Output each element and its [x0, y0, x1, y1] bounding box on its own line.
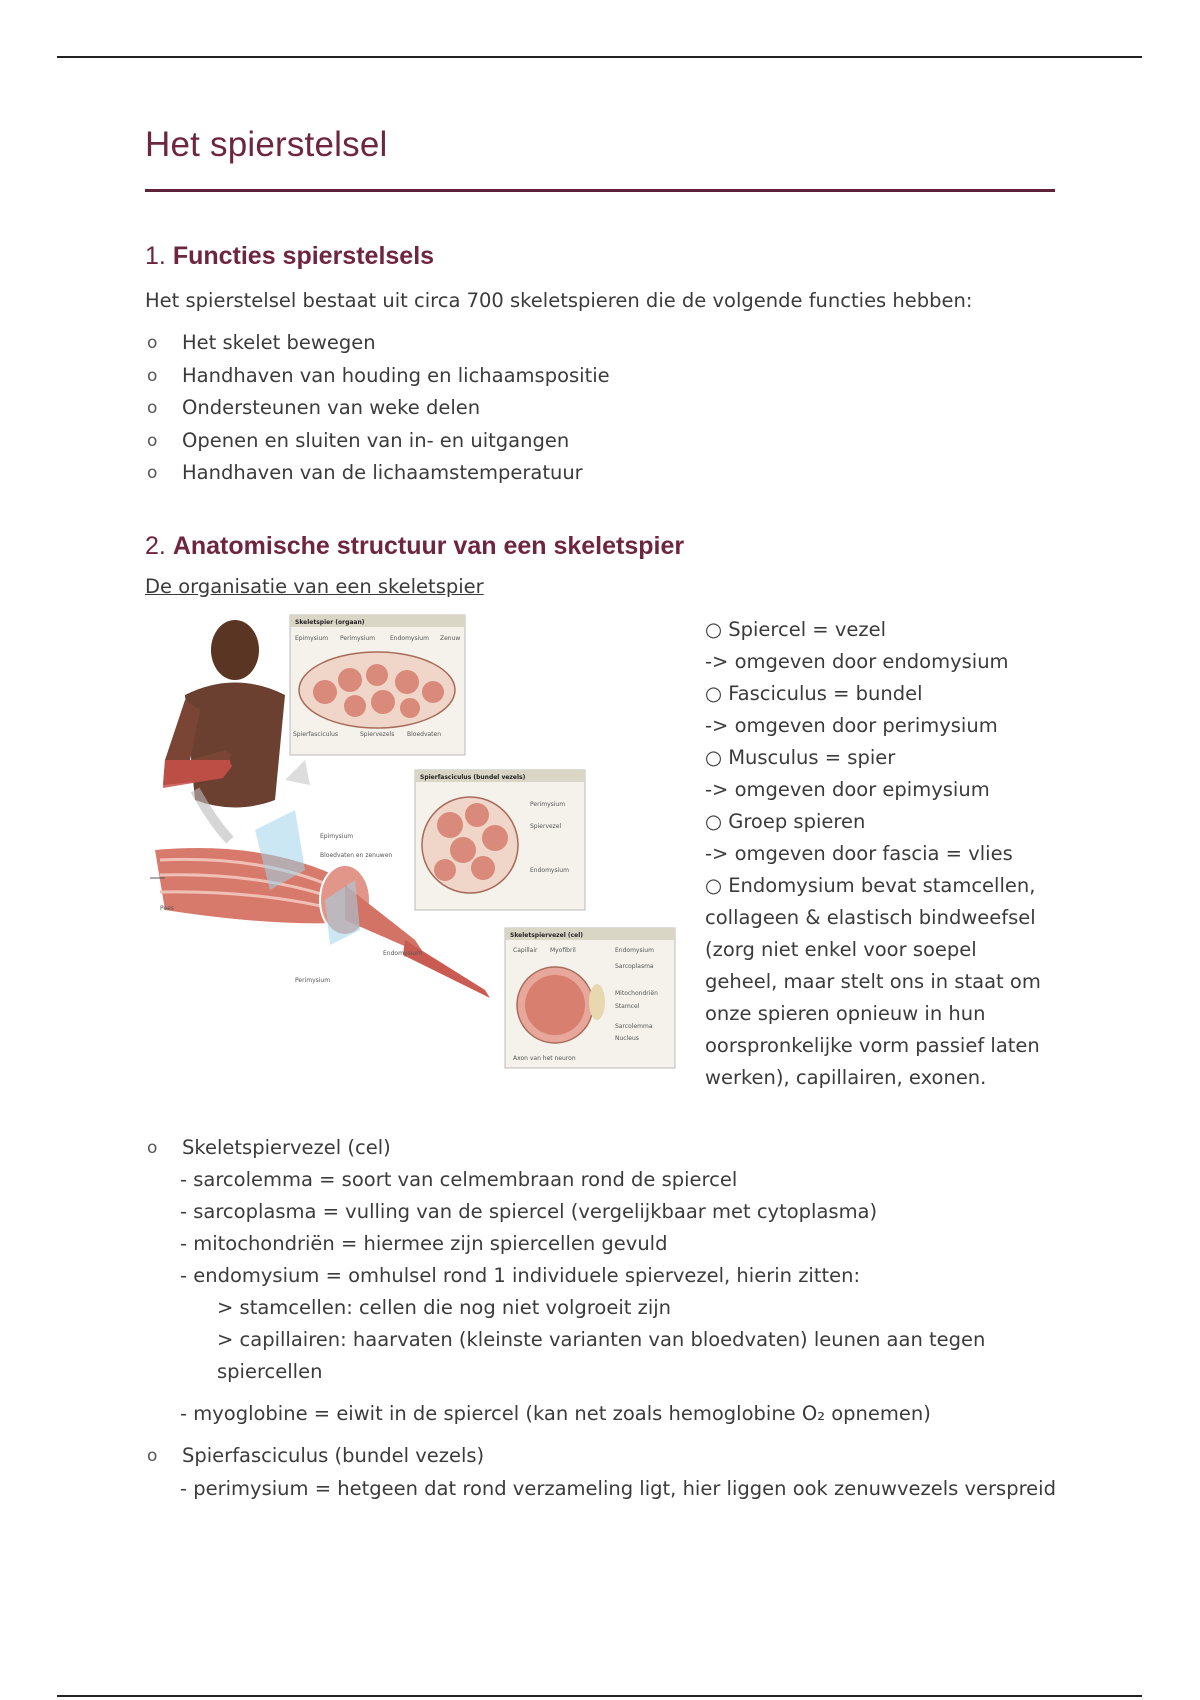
fiber-line: - sarcoplasma = vulling van de spiercel (vergelijkbaar met cytoplasma) [180, 1200, 878, 1223]
list-item-text: Spierfasciculus (bundel vezels) [182, 1444, 485, 1467]
bullet-icon: o [147, 1446, 158, 1466]
fiber-box [505, 928, 675, 1068]
section-1-heading [145, 242, 1055, 271]
section-1-title: Functies spierstelsels [172, 242, 435, 270]
fiber-subline: > capillairen: haarvaten (kleinste varianten van bloedvaten) leunen aan tegen [217, 1328, 986, 1351]
section-1 [145, 242, 1055, 490]
note-line: -> omgeven door endomysium [705, 649, 1009, 673]
figure-label: Mitochondriën [615, 989, 658, 997]
note-line: collageen & elastisch bindweefsel [705, 905, 1036, 929]
figure-label: Perimysium [530, 800, 566, 808]
figure-label: Epimysium [295, 634, 329, 642]
note-line: (zorg niet enkel voor soepel [705, 937, 977, 961]
title-underline [145, 189, 1055, 192]
bullet-icon: o [147, 430, 158, 451]
figure-label: Stamcel [615, 1002, 640, 1010]
list-item [145, 457, 1055, 490]
page-content [145, 110, 1055, 1532]
bullet-icon: o [147, 333, 158, 353]
figure-label: Capillair [513, 946, 538, 954]
figure-label: Perimysium [295, 976, 331, 984]
note-line: ○ Endomysium bevat stamcellen, [705, 873, 1036, 897]
fiber-subline: > stamcellen: cellen die nog niet volgroeit zijn [217, 1296, 672, 1319]
organ-box [290, 615, 465, 755]
box-2-title: Spierfasciculus (bundel vezels) [420, 773, 526, 781]
figure-label: Zenuw [440, 634, 461, 642]
list-item [145, 1440, 1065, 1473]
section-2-number: 2. [145, 531, 166, 560]
fiber-list [145, 1132, 1065, 1165]
list-item-text: Ondersteunen van weke delen [182, 396, 481, 419]
figure-label: Endomysium [530, 866, 569, 874]
figure-label: Nucleus [615, 1034, 639, 1042]
header-rule [57, 56, 1142, 58]
footer-rule [57, 1695, 1142, 1697]
section-2-subheading: De organisatie van een skeletspier [145, 574, 484, 598]
fasciculus-line: - perimysium = hetgeen dat rond verzameling ligt, hier liggen ook zenuwvezels verspreid [180, 1476, 1056, 1500]
list-item-text: Het skelet bewegen [182, 331, 376, 354]
figure-label: Sarcoplasma [615, 962, 654, 970]
list-item-text: Skeletspiervezel (cel) [182, 1135, 391, 1159]
section-2-heading [145, 532, 1055, 561]
note-line: -> omgeven door fascia = vlies [705, 841, 1013, 865]
note-line: ○ Fasciculus = bundel [705, 681, 923, 705]
figure-label: Spiervezels [360, 730, 395, 738]
section-1-intro: Het spierstelsel bestaat uit circa 700 skeletspieren die de volgende functies hebben: [145, 289, 973, 312]
muscle-organization-illustration [145, 610, 695, 1080]
list-item [145, 360, 1055, 393]
page-title: Het spierstelsel [145, 125, 388, 164]
fiber-subline: spiercellen [217, 1360, 323, 1383]
figure-label: Myofibril [550, 946, 576, 954]
list-item [145, 327, 1055, 360]
note-line: geheel, maar stelt ons in staat om [705, 969, 1041, 993]
figure-label: Endomysium [383, 949, 422, 957]
fiber-line: - sarcolemma = soort van celmembraan rond de spiercel [180, 1168, 738, 1191]
figure-label: Axon van het neuron [513, 1054, 576, 1062]
figure-label: Bloedvaten [407, 730, 442, 738]
section-2 [145, 532, 1055, 1532]
fiber-line: - mitochondriën = hiermee zijn spiercellen gevuld [180, 1232, 668, 1255]
fasciculus-box [415, 770, 585, 910]
fiber-details [145, 1132, 1065, 1505]
list-item [145, 392, 1055, 425]
note-line: -> omgeven door epimysium [705, 777, 990, 801]
note-line: -> omgeven door perimysium [705, 713, 998, 737]
note-line: ○ Spiercel = vezel [705, 617, 887, 641]
note-line: ○ Groep spieren [705, 809, 866, 833]
bullet-icon: o [147, 398, 158, 418]
note-line: ○ Musculus = spier [705, 745, 896, 769]
function-list [145, 327, 1055, 490]
figure-label: Sarcolemma [615, 1022, 653, 1030]
figure-label: Bloedvaten en zenuwen [320, 851, 393, 859]
structure-notes [705, 614, 1065, 1094]
fiber-line: - myoglobine = eiwit in de spiercel (kan net zoals hemoglobine O₂ opnemen) [180, 1402, 931, 1425]
fasciculus-list [145, 1440, 1065, 1473]
figure-label: Endomysium [615, 946, 654, 954]
figure-label: Epimysium [320, 832, 354, 840]
section-1-number: 1. [145, 242, 166, 270]
list-item-text: Openen en sluiten van in- en uitgangen [182, 428, 570, 452]
box-1-title: Skeletspier (orgaan) [295, 618, 365, 626]
figure-label: Spiervezel [530, 822, 562, 830]
figure-label: Endomysium [390, 634, 429, 642]
section-2-title: Anatomische structuur van een skeletspier [172, 531, 685, 560]
skeletal-muscle-figure [145, 610, 695, 1080]
bullet-icon: o [147, 463, 158, 483]
bullet-icon: o [147, 365, 158, 386]
man-figure [163, 620, 285, 808]
list-item [145, 425, 1055, 458]
figure-label: Pees [160, 904, 174, 912]
list-item-text: Handhaven van houding en lichaamspositie [182, 363, 610, 387]
note-line: oorspronkelijke vorm passief laten [705, 1033, 1040, 1057]
list-item-text: Handhaven van de lichaamstemperatuur [182, 461, 583, 484]
list-item [145, 1132, 1065, 1165]
note-line: werken), capillairen, exonen. [705, 1065, 987, 1089]
figure-label: Spierfasciculus [293, 730, 339, 738]
bullet-icon: o [147, 1137, 158, 1158]
figure-label: Perimysium [340, 634, 376, 642]
note-line: onze spieren opnieuw in hun [705, 1001, 986, 1025]
box-3-title: Skeletspiervezel (cel) [510, 931, 584, 939]
fiber-line: - endomysium = omhulsel rond 1 individuele spiervezel, hierin zitten: [180, 1264, 861, 1287]
